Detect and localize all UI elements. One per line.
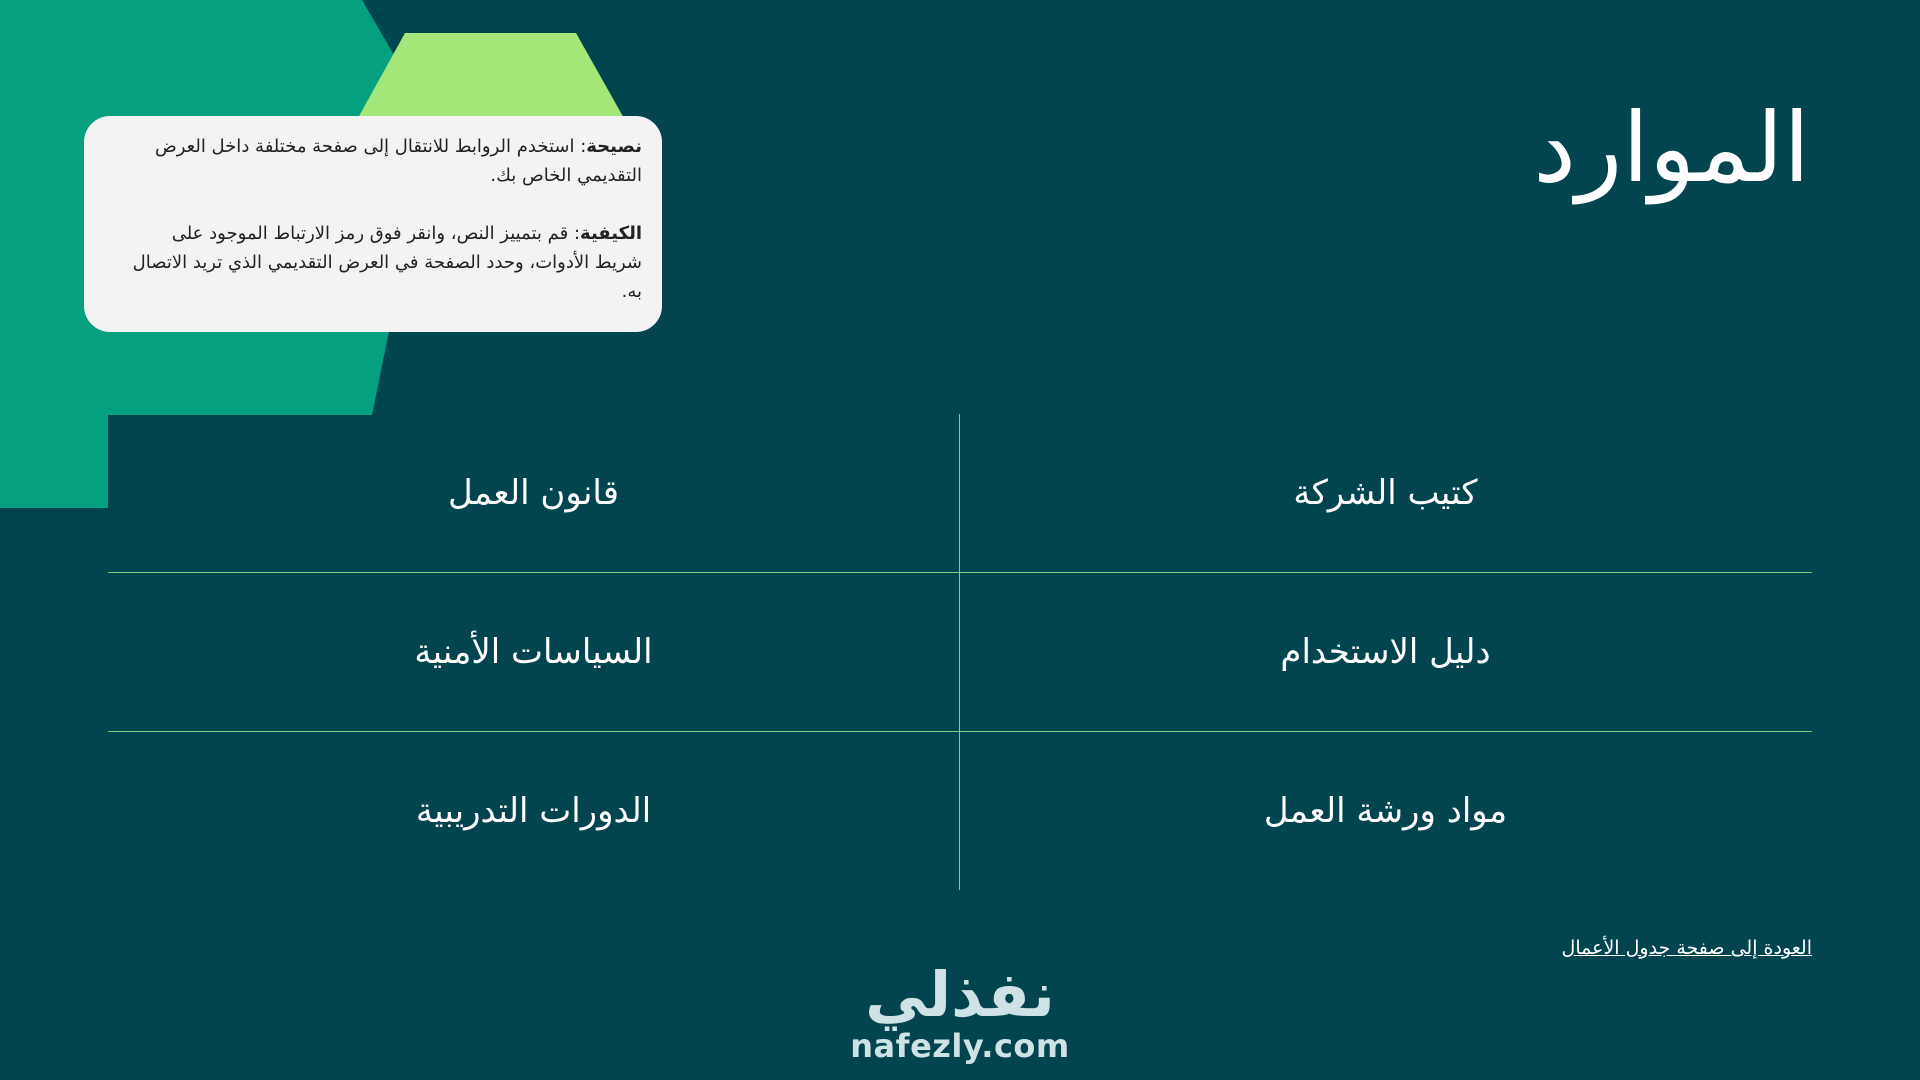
link-workshop-materials[interactable]: مواد ورشة العمل [1263,791,1508,831]
page-title: الموارد [1533,92,1810,204]
how-paragraph [124,219,642,306]
tip-text: : استخدم الروابط للانتقال إلى صفحة مختلفة داخل العرض التقديمي الخاص بك. [154,136,642,186]
link-user-guide[interactable]: دليل الاستخدام [1280,632,1491,672]
how-text: : قم بتمييز النص، وانقر فوق رمز الارتباط الموجود على شريط الأدوات، وحدد الصفحة في العرض التقديمي الذي تريد الاتصال به. [132,223,642,302]
resources-grid [108,414,1812,890]
logo-latin-text: nafezly.com [850,1027,1070,1065]
how-label: الكيفية [580,223,642,244]
link-company-handbook[interactable]: كتيب الشركة [1293,473,1478,513]
back-to-agenda-link[interactable]: العودة إلى صفحة جدول الأعمال [1561,937,1812,959]
tip-label: نصيحة [586,136,642,157]
link-training-courses[interactable]: الدورات التدريبية [415,791,652,831]
link-labor-law[interactable]: قانون العمل [447,473,620,513]
nafezly-logo [840,958,1080,1080]
link-security-policies[interactable]: السياسات الأمنية [414,632,653,672]
logo-arabic-text: نفذلي [865,958,1055,1031]
tip-card [84,116,662,332]
tip-paragraph [124,132,642,190]
